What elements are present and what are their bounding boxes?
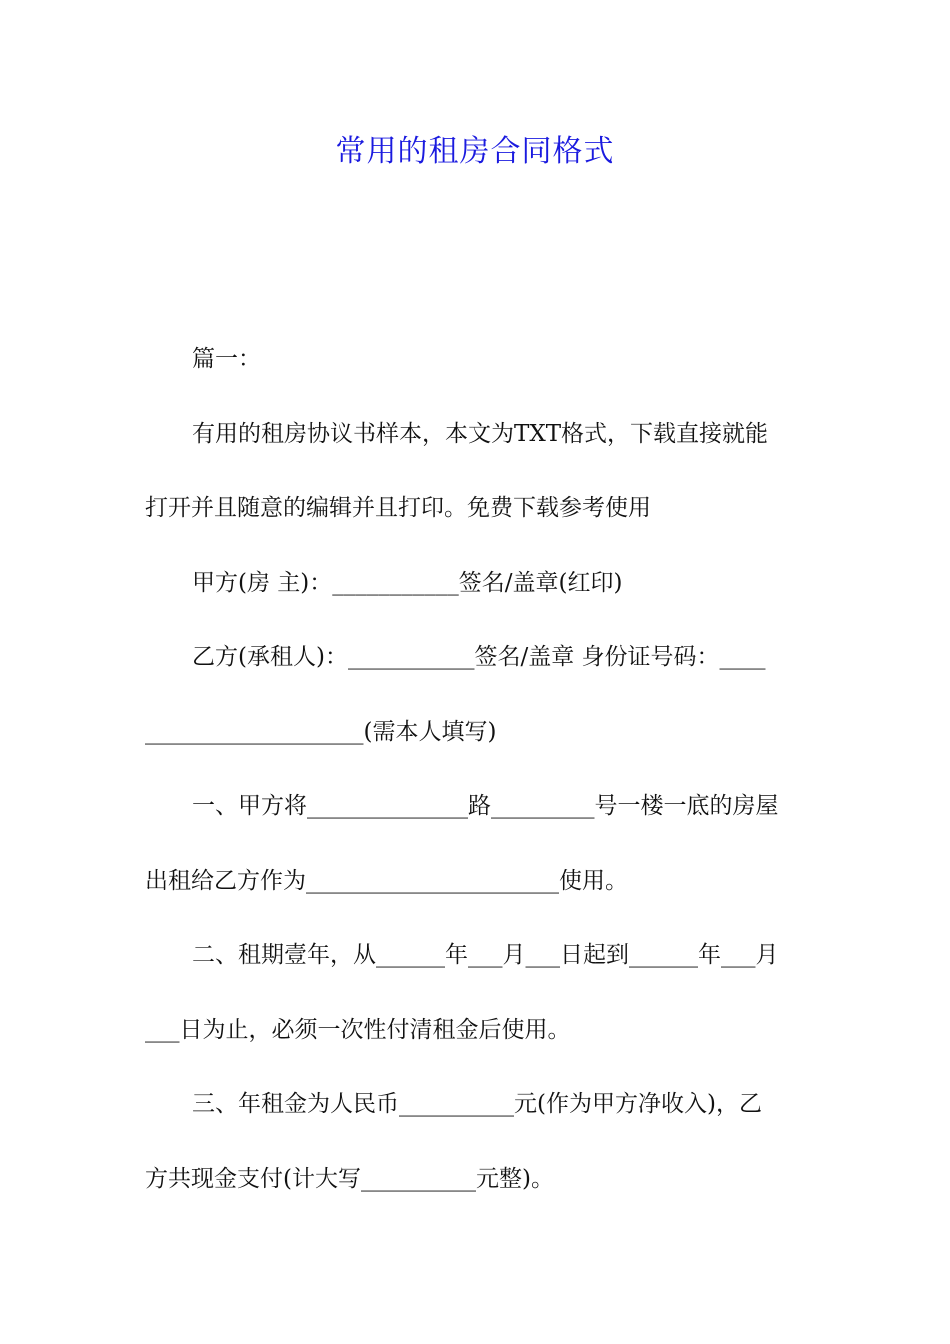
clause-1-line-continued: 出租给乙方作为______________________使用。: [145, 867, 628, 894]
paragraph-line: 有用的租房协议书样本，本文为TXT格式，下载直接就能: [192, 420, 769, 447]
clause-3-line-continued: 方共现金支付(计大写__________元整)。: [145, 1165, 554, 1192]
party-a-line: 甲方(房 主)：___________签名/盖章(红印): [192, 569, 623, 596]
clause-1-line: 一、甲方将______________路_________号一楼一底的房屋: [192, 793, 779, 819]
paragraph-line: 打开并且随意的编辑并且打印。免费下载参考使用: [145, 495, 651, 521]
document-title: 常用的租房合同格式: [335, 134, 615, 169]
party-b-line: 乙方(承租人)：___________签名/盖章 身份证号码：____: [192, 644, 766, 670]
section-heading: 篇一：: [192, 346, 261, 372]
clause-2-line-continued: ___日为止，必须一次性付清租金后使用。: [145, 1016, 571, 1043]
party-b-line-continued: ___________________(需本人填写): [145, 718, 497, 745]
clause-3-line: 三、年租金为人民币__________元(作为甲方净收入)，乙: [192, 1091, 762, 1117]
document-body: [145, 336, 810, 1230]
clause-2-line: 二、租期壹年，从______年___月___日起到______年___月: [192, 942, 779, 968]
